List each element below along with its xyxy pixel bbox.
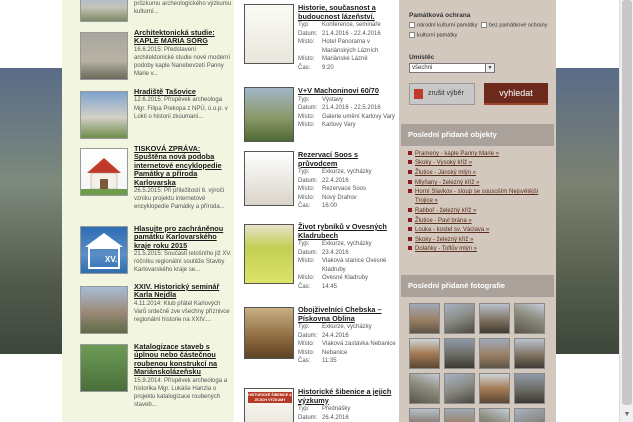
photo-thumb[interactable] (514, 408, 545, 422)
object-link[interactable]: Horní Slavkov - sloup se sousoším Nejsvětější (408, 189, 538, 195)
object-link[interactable]: Mlyňany - železný kříž » (408, 180, 479, 186)
event-thumb[interactable] (244, 4, 294, 64)
event-time: 16:00 (322, 203, 338, 209)
object-link[interactable]: Louka - kostel sv. Václava » (408, 227, 489, 233)
photo-thumb[interactable] (514, 373, 545, 404)
news-excerpt: 16.6.2015: Představení architektonické studie nové moderní podoby kaple Nanebevzetí Panny Marie v... (134, 46, 231, 78)
background-photo-left (0, 68, 62, 354)
events-column: Historie, současnost a budoucnost lázeňství. Typ: Konference, semináře Datum: 21.4.2016 - 22.4.2016 Místo: Hotel Panorama v Mariánských Lázních Místo: Mariánské Lázně Čas: 9:20 V+V Machoninovi 60/70 Typ: Výstavy Datum: 21.4.2016 - 22.5.2016 Místo: Galerie umění Karlovy Vary Místo: Karlovy Vary Rezervací Soos s průvodcem Typ: Exkurze, vycházky Datum: 22.4.2016 Místo: Rezervace Soos Místo: Nový Drahov Čas: 16:00 Život rybníků v Ovesných Kladrubech Typ: Exkurze, vycházky Datum: 23.4.2016 Místo: Vlaková stanice Ovesné Kladruby Místo: Ovesné Kladruby Čas: 14:45 Obojživelníci Chebska – Pískovna Oblina Typ: Exkurze, vycházky Datum: 24.4.2016 Místo: Vlaková zastávka Nebanice Místo: Nebanice Čas: 11:35 HISTORICKÉ ŠIBENICE A JEJICH VÝZKUMY Historické šibenice a jejich výzkumy Typ: Přednášky Datum: 26.4.2016 (236, 0, 399, 422)
bullet-icon (408, 180, 412, 184)
object-link[interactable]: Doláňky - Toflův mlýn » (408, 246, 477, 252)
background-photo-right (556, 68, 619, 354)
object-link[interactable]: Ratiboř - železný kříž » (408, 208, 476, 214)
event-type: Exkurze, vycházky (322, 169, 372, 175)
event-town: Ovesné Kladruby (322, 275, 369, 281)
news-thumb[interactable] (80, 344, 128, 392)
event-date: 24.4.2016 (322, 332, 349, 339)
event-town: Mariánské Lázně (322, 56, 368, 62)
news-title-link[interactable]: Architektonická studie: KAPLE MARIA SORG (134, 28, 215, 46)
event-date: 22.4.2016 (322, 177, 349, 184)
chevron-down-icon[interactable]: ▼ (485, 64, 494, 72)
object-link[interactable]: Žlutice - Jánský mlýn » (408, 170, 476, 176)
bullet-icon (408, 218, 412, 222)
filter-national-checkbox[interactable]: národní kulturní památky (409, 22, 478, 28)
news-thumb[interactable] (80, 32, 128, 80)
event-date: 21.4.2016 - 22.4.2016 (322, 30, 381, 37)
news-title-link[interactable]: Hradiště Tašovice (134, 87, 196, 96)
photo-thumb[interactable] (479, 373, 510, 404)
news-excerpt: 12.6.2015: Příspěvek archeologa Mgr. Filipa Prekopa z NPÚ, ú.o.p. v Lokti o historii zkoumaní... (134, 97, 228, 120)
bullet-icon (408, 151, 412, 155)
photo-thumb[interactable] (444, 338, 475, 369)
event-type: Exkurze, vycházky (322, 324, 372, 330)
event-time: 11:35 (322, 358, 337, 364)
photo-thumb[interactable] (514, 303, 545, 334)
news-excerpt: 21.5.2015: Součástí letošního již XV. ročníku regionální soutěže Stavby Karlovarského kraje se... (134, 251, 232, 274)
bullet-icon (408, 208, 412, 212)
event-type: Konference, semináře (322, 22, 381, 28)
news-thumb[interactable] (80, 0, 128, 22)
event-thumb[interactable] (244, 87, 294, 142)
search-button[interactable]: vyhledat (484, 83, 548, 105)
photo-thumb[interactable] (444, 408, 475, 422)
event-thumb[interactable] (244, 151, 294, 206)
object-link[interactable]: Prameny - kaple Panny Marie » (408, 151, 499, 157)
event-date: 23.4.2016 (322, 249, 349, 256)
event-time: 14:45 (322, 283, 338, 290)
recent-objects-header: Poslední přidané objekty (401, 124, 554, 146)
object-link[interactable]: Skoky - Vysoký kříž » (408, 160, 472, 166)
event-venue: Rezervace Soos (322, 186, 367, 192)
bullet-icon (408, 246, 412, 250)
event-title-link[interactable]: V+V Machoninovi 60/70 (298, 86, 379, 95)
event-date: 26.4.2016 (322, 414, 349, 421)
news-excerpt: průzkumu archeologického výzkumu kulturní... (134, 1, 232, 16)
event-thumb[interactable] (244, 224, 294, 284)
event-venue: Galerie umění Karlovy Vary (322, 113, 395, 120)
event-town: Nový Drahov (322, 194, 357, 201)
event-venue: Vlaková stanice Ovesné Kladruby (322, 258, 387, 273)
bullet-icon (408, 189, 412, 193)
news-thumb[interactable] (80, 286, 128, 334)
scrollbar-thumb[interactable] (622, 0, 632, 405)
news-thumb[interactable] (80, 226, 128, 274)
photo-thumb[interactable] (409, 408, 440, 422)
news-title-link[interactable]: Katalogizace staveb s úplnou nebo částečnou roubenou konstrukcí na Mariánskolázeňsku (134, 342, 218, 377)
photo-thumb[interactable] (409, 373, 440, 404)
reset-icon (414, 89, 423, 99)
checkbox-icon[interactable] (409, 32, 415, 38)
filter-cultural-checkbox[interactable]: kulturní památky (409, 32, 457, 38)
news-excerpt: 26.5.2015: Při příležitosti 6. výročí vzniku projektu internetové encyklopedie Památky a příroda... (134, 188, 225, 211)
news-thumb[interactable] (80, 91, 128, 139)
object-link-continuation[interactable]: Trojice » (415, 198, 438, 204)
event-town: Karlovy Vary (322, 122, 356, 128)
house-icon (81, 149, 127, 195)
event-type: Přednášky (322, 406, 351, 412)
object-link[interactable]: Žlutice - Pavl brána » (408, 218, 472, 224)
filter-none-checkbox[interactable]: bez památkové ochrany (481, 22, 547, 28)
photo-thumb[interactable] (409, 303, 440, 334)
photo-thumb[interactable] (479, 303, 510, 334)
event-date: 21.4.2016 - 22.5.2016 (322, 105, 381, 111)
event-venue: Vlaková zastávka Nebanice (322, 341, 396, 347)
news-title-link[interactable]: TISKOVÁ ZPRÁVA: Spuštěna nová podoba internetové encyklopedie Památky a příroda Karlovarska (134, 144, 222, 187)
recent-photos-header: Poslední přidané fotografie (401, 275, 554, 297)
protection-label: Památková ochrana (409, 12, 471, 19)
bullet-icon (408, 227, 412, 231)
photo-thumb[interactable] (409, 338, 440, 369)
photo-thumb[interactable] (479, 408, 510, 422)
bullet-icon (408, 237, 412, 241)
news-title-link[interactable]: Hlasujte pro zachráněnou památku Karlovarského kraje roku 2015 (134, 224, 224, 250)
news-title-link[interactable]: XXIV. Historický seminář Karla Nejdla (134, 282, 220, 300)
vertical-scrollbar[interactable] (619, 0, 633, 422)
checkbox-icon[interactable] (409, 22, 415, 28)
photo-thumb[interactable] (514, 338, 545, 369)
event-thumb[interactable] (244, 307, 294, 359)
event-venue: Hotel Panorama v Mariánských Lázních (322, 39, 379, 54)
news-thumb-label: XV. (105, 255, 118, 264)
event-title-link[interactable]: Život rybníků v Ovesných Kladrubech (298, 222, 387, 240)
object-link[interactable]: Skoky - železný kříž » (408, 237, 473, 243)
bullet-icon (408, 170, 412, 174)
event-town: Nebanice (322, 349, 348, 356)
event-type: Výstavy (322, 96, 344, 103)
photo-thumb[interactable] (444, 303, 475, 334)
scroll-down-icon[interactable]: ▼ (623, 411, 631, 418)
checkbox-icon[interactable] (481, 22, 487, 28)
news-excerpt: 15.9.2014: Příspěvek archeologa a historika Mgr. Lukáše Hanzla o projektu katalogizace roubených staveb... (134, 377, 228, 408)
event-title-link[interactable]: Historie, současnost a budoucnost lázeňství. (298, 3, 376, 21)
news-thumb[interactable] (80, 148, 128, 196)
bullet-icon (408, 160, 412, 164)
reset-button[interactable]: zrušit výběr (409, 83, 475, 105)
event-thumb[interactable] (244, 388, 294, 422)
event-time: 9:20 (322, 64, 334, 71)
event-title-link[interactable]: Historické šibenice a jejich výzkumy (298, 387, 392, 405)
news-excerpt: 4.11.2014: Klub přátel Karlových Varů srdečně zve všechny příznivce regionální historie na XXIV.... (134, 300, 230, 323)
event-title-link[interactable]: Obojživelníci Chebska – Pískovna Oblina (298, 305, 382, 323)
location-label: Umístěc (409, 54, 435, 61)
building-icon (81, 227, 127, 273)
event-thumb-label: HISTORICKÉ ŠIBENICE A JEJICH VÝZKUMY (248, 393, 292, 402)
news-column (62, 0, 234, 422)
location-select[interactable]: všechni ▼ (409, 63, 495, 73)
photo-thumb[interactable] (444, 373, 475, 404)
event-type: Exkurze, vycházky (322, 241, 372, 247)
photo-thumb[interactable] (479, 338, 510, 369)
event-title-link[interactable]: Rezervací Soos s průvodcem (298, 150, 359, 168)
